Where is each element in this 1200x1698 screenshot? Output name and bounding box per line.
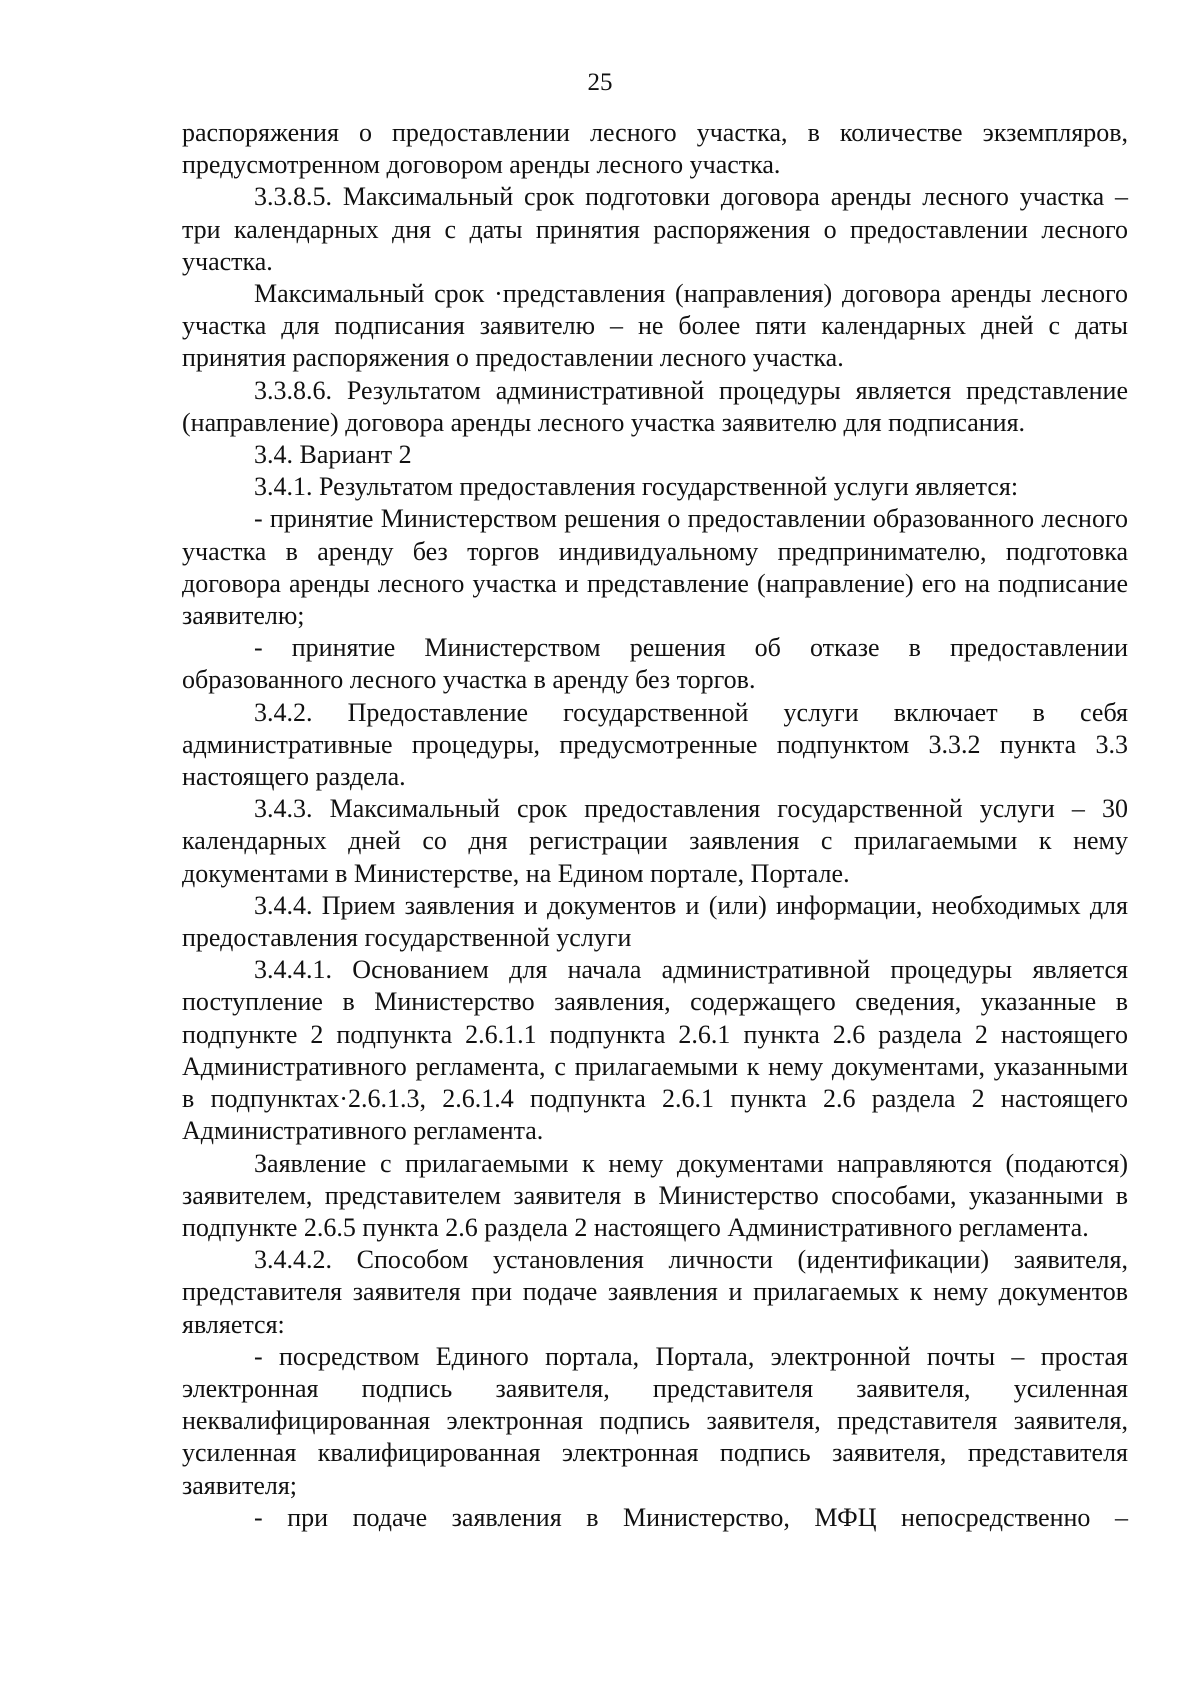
- heading-variant-2: 3.4. Вариант 2: [254, 440, 412, 470]
- list-item-decision-grant: - принятие Министерством решения о предоставлении образованного лесного участка в аренду без торгов индивидуальному предпринимателю, подготовка договора аренды лесного участка и представление (направление) его на подписание заявителю;: [182, 504, 1128, 631]
- paragraph-3-4-4-1: 3.4.4.1. Основанием для начала административной процедуры является поступление в Министерство заявления, содержащего сведения, указанные в подпункте 2 подпункта 2.6.1.1 подпункта 2.6.1 пункта 2.6 раздела 2 настоящего Административного регламента, с прилагаемыми к нему документами, указанными в подпунктах·2.6.1.3, 2.6.1.4 подпункта 2.6.1 пункта 2.6 раздела 2 настоящего Административного регламента.: [182, 955, 1128, 1146]
- paragraph-3-4-4-2: 3.4.4.2. Способом установления личности (идентификации) заявителя, представителя заявителя при подаче заявления и прилагаемых к нему документов является:: [182, 1245, 1128, 1339]
- paragraph-continuation: распоряжения о предоставлении лесного участка, в количестве экземпляров, предусмотренном договором аренды лесного участка.: [182, 118, 1128, 180]
- list-item-electronic-signature: - посредством Единого портала, Портала, электронной почты – простая электронная подпись заявителя, представителя заявителя, усиленная неквалифицированная электронная подпись заявителя, представителя заявителя, усиленная квалифицированная электронная подпись заявителя, представителя заявителя;: [182, 1341, 1128, 1500]
- paragraph-3-4-1: 3.4.1. Результатом предоставления государственной услуги является:: [254, 472, 1019, 502]
- paragraph-3-4-3: 3.4.3. Максимальный срок предоставления государственной услуги – 30 календарных дней со дня регистрации заявления с прилагаемыми к нему документами в Министерстве, на Едином портале, Портале.: [182, 794, 1128, 888]
- paragraph-3-4-2: 3.4.2. Предоставление государственной услуги включает в себя административные процедуры, предусмотренные подпунктом 3.3.2 пункта 3.3 настоящего раздела.: [182, 697, 1128, 792]
- paragraph-application-submission: Заявление с прилагаемыми к нему документами направляются (подаются) заявителем, представителем заявителя в Министерство способами, указанными в подпункте 2.6.5 пункта 2.6 раздела 2 настоящего Административного регламента.: [182, 1148, 1128, 1242]
- paragraph-3-3-8-5: 3.3.8.5. Максимальный срок подготовки договора аренды лесного участка – три календарных дня с даты принятия распоряжения о предоставлении лесного участка.: [182, 182, 1128, 276]
- paragraph-max-term-delivery: Максимальный срок ·представления (направления) договора аренды лесного участка для подписания заявителю – не более пяти календарных дней с даты принятия распоряжения о предоставлении лесного участка.: [182, 279, 1128, 373]
- list-item-decision-refusal: - принятие Министерством решения об отказе в предоставлении образованного лесного участка в аренду без торгов.: [182, 633, 1128, 695]
- paragraph-3-4-4: 3.4.4. Прием заявления и документов и (или) информации, необходимых для предоставления государственной услуги: [182, 890, 1128, 953]
- list-item-in-person-submission: - при подаче заявления в Министерство, МФЦ непосредственно –: [254, 1502, 1128, 1532]
- document-body: [182, 117, 1128, 1534]
- paragraph-3-3-8-6: 3.3.8.6. Результатом административной процедуры является представление (направление) договора аренды лесного участка заявителю для подписания.: [182, 375, 1128, 437]
- page-number: 25: [587, 69, 613, 96]
